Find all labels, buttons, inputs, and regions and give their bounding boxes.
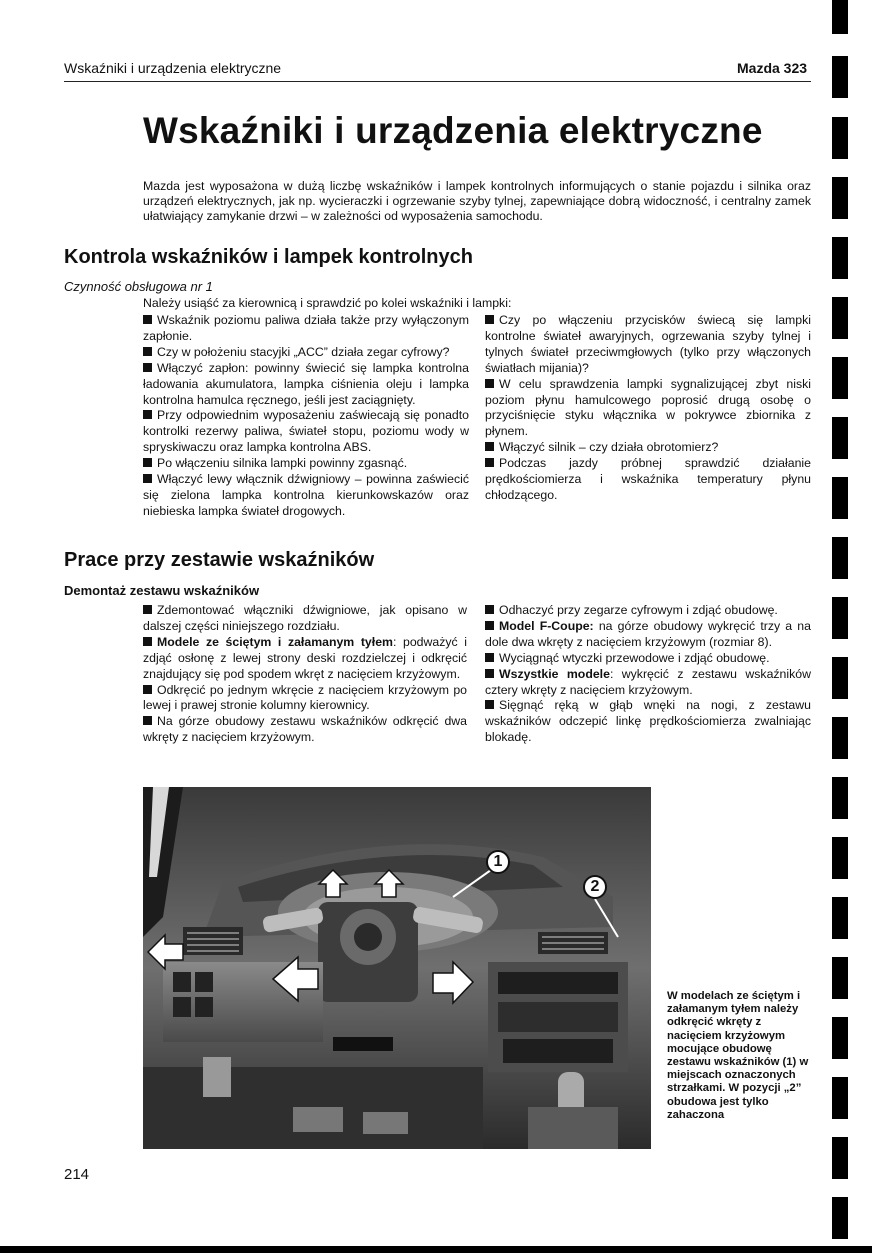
bullet-square-icon (143, 637, 152, 646)
edge-bar (832, 237, 848, 279)
edge-bar (832, 297, 848, 339)
running-header-model: Mazda 323 (737, 60, 808, 76)
list-item: W celu sprawdzenia lampki sygnalizującej zbyt niski poziom płynu hamulcowego poprosić drugą osobę o przyciśnięcie styku włącznika w pokrywce zbiornika z płynem. (485, 376, 811, 439)
intro-paragraph: Mazda jest wyposażona w dużą liczbę wskaźników i lampek kontrolnych informujących o stanie pojazdu i silnika oraz urządzeń elektrycznych, jak np. wycieraczki i ogrzewanie szyby tylnej, zapewniające dobrą widoczność, i centralny zamek ułatwiający zamykanie drzwi – w zależności od wyposażenia samochodu. (143, 179, 811, 224)
edge-bar (832, 117, 848, 159)
edge-bar (832, 477, 848, 519)
bullet-square-icon (485, 669, 494, 678)
edge-bar (832, 1137, 848, 1179)
edge-bar (832, 177, 848, 219)
bullet-square-icon (143, 716, 152, 725)
bullet-square-icon (485, 605, 494, 614)
edge-bar (832, 537, 848, 579)
edge-bar (832, 0, 848, 34)
bullet-square-icon (485, 379, 494, 388)
section-heading-instrument-cluster: Prace przy zestawie wskaźników (64, 549, 375, 571)
bullet-square-icon (143, 410, 152, 419)
list-item: Po włączeniu silnika lampki powinny zgasnąć. (143, 456, 469, 472)
callout-marker-1: 1 (486, 850, 510, 874)
list-item: Model F-Coupe: na górze obudowy wykręcić trzy a na dole dwa wkręty z nacięciem krzyżowym (rozmiar 8). (485, 618, 811, 649)
list-item: Odhaczyć przy zegarze cyfrowym i zdjąć obudowę. (485, 603, 811, 619)
list-item: Na górze obudowy zestawu wskaźników odkręcić dwa wkręty z nacięciem krzyżowym. (143, 714, 467, 745)
list-item: Włączyć silnik – czy działa obrotomierz? (485, 440, 811, 456)
header-rule (64, 81, 811, 82)
check-list-right (485, 313, 811, 504)
list-item: Wszystkie modele: wykręcić z zestawu wskaźników cztery wkręty z nacięciem krzyżowym. (485, 666, 811, 697)
list-item: Czy po włączeniu przycisków świecą się lampki kontrolne świateł awaryjnych, ogrzewania szyby tylnej i tylnych świateł przeciwmgłowych (tylko przy włączonych światłach mijania)? (485, 313, 811, 375)
list-item: Podczas jazdy próbnej sprawdzić działanie prędkościomierza i wskaźnika temperatury płynu chłodzącego. (485, 456, 811, 502)
bullet-square-icon (143, 363, 152, 372)
edge-bar (832, 417, 848, 459)
edge-bar (832, 1017, 848, 1059)
removal-list-left (143, 603, 467, 746)
callout-marker-2: 2 (583, 875, 607, 899)
edge-bar (832, 957, 848, 999)
dashboard-photo (143, 787, 651, 1149)
bullet-square-icon (143, 605, 152, 614)
list-item: Włączyć zapłon: powinny świecić się lampka kontrolna ładowania akumulatora, lampka ciśnienia oleju i lampka kontrolna hamulca ręcznego, jeśli jest zaciągnięty. (143, 360, 469, 407)
bullet-square-icon (485, 458, 494, 467)
bullet-square-icon (143, 685, 152, 694)
edge-bar (832, 837, 848, 879)
bottom-edge-bar (0, 1246, 872, 1253)
list-item: Włączyć lewy włącznik dźwigniowy – powinna zaświecić się zielona lampka kontrolna kierunkowskazów oraz niebieska lampka świateł drogowych. (143, 472, 469, 518)
bullet-square-icon (485, 653, 494, 662)
figure-caption: W modelach ze ściętym i załamanym tyłem należy odkręcić wkręty z nacięciem krzyżowym mocujące obudowę zestawu wskaźników (1) w miejscach oznaczonych strzałkami. W pozycji „2” obudowa jest tylko zahaczona (667, 990, 809, 1121)
list-item: Odkręcić po jednym wkręcie z nacięciem krzyżowym po lewej i prawej stronie kolumny kierownicy. (143, 682, 467, 713)
procedure-subtitle: Demontaż zestawu wskaźników (64, 583, 260, 598)
check-list-left (143, 313, 469, 520)
bullet-square-icon (143, 315, 152, 324)
edge-bar (832, 1197, 848, 1239)
list-item: Sięgnąć ręką w głąb wnęki na nogi, z zestawu wskaźników odczepić linkę prędkościomierza zwalniając blokadę. (485, 698, 811, 745)
edge-bar (832, 657, 848, 699)
bullet-square-icon (485, 442, 494, 451)
edge-bar (832, 897, 848, 939)
list-item: Modele ze ściętym i załamanym tyłem: podważyć i zdjąć osłonę z lewej strony deski rozdzielczej i odkręcić znajdujący się pod spodem wkręt z nacięciem krzyżowym. (143, 634, 467, 681)
edge-bar (832, 777, 848, 819)
list-item: Wyciągnąć wtyczki przewodowe i zdjąć obudowę. (485, 651, 811, 667)
dashboard-illustration (143, 787, 651, 1149)
edge-bar (832, 357, 848, 399)
edge-bar (832, 717, 848, 759)
list-item: Wskaźnik poziomu paliwa działa także przy wyłączonym zapłonie. (143, 313, 469, 343)
edge-bar (832, 1077, 848, 1119)
page-title: Wskaźniki i urządzenia elektryczne (143, 110, 763, 151)
page-number: 214 (64, 1166, 90, 1183)
procedure-subtitle: Czynność obsługowa nr 1 (64, 279, 213, 294)
bullet-square-icon (143, 347, 152, 356)
edge-bar (832, 597, 848, 639)
bullet-square-icon (485, 700, 494, 709)
bullet-square-icon (143, 474, 152, 483)
bullet-square-icon (143, 458, 152, 467)
bullet-square-icon (485, 621, 494, 630)
section-heading-check: Kontrola wskaźników i lampek kontrolnych (64, 246, 473, 268)
removal-list-right (485, 603, 811, 746)
list-item: Przy odpowiednim wyposażeniu zaświecają się ponadto kontrolki rezerwy paliwa, świateł stopu, poziomu wody w spryskiwaczu oraz lampka kontrolna ABS. (143, 408, 469, 455)
running-header-title: Wskaźniki i urządzenia elektryczne (64, 60, 282, 76)
procedure-lead: Należy usiąść za kierownicą i sprawdzić po kolei wskaźniki i lampki: (143, 296, 512, 310)
bullet-square-icon (485, 315, 494, 324)
list-item: Czy w położeniu stacyjki „ACC” działa zegar cyfrowy? (143, 345, 469, 361)
edge-bar (832, 56, 848, 98)
list-item: Zdemontować włączniki dźwigniowe, jak opisano w dalszej części niniejszego rozdziału. (143, 603, 467, 633)
